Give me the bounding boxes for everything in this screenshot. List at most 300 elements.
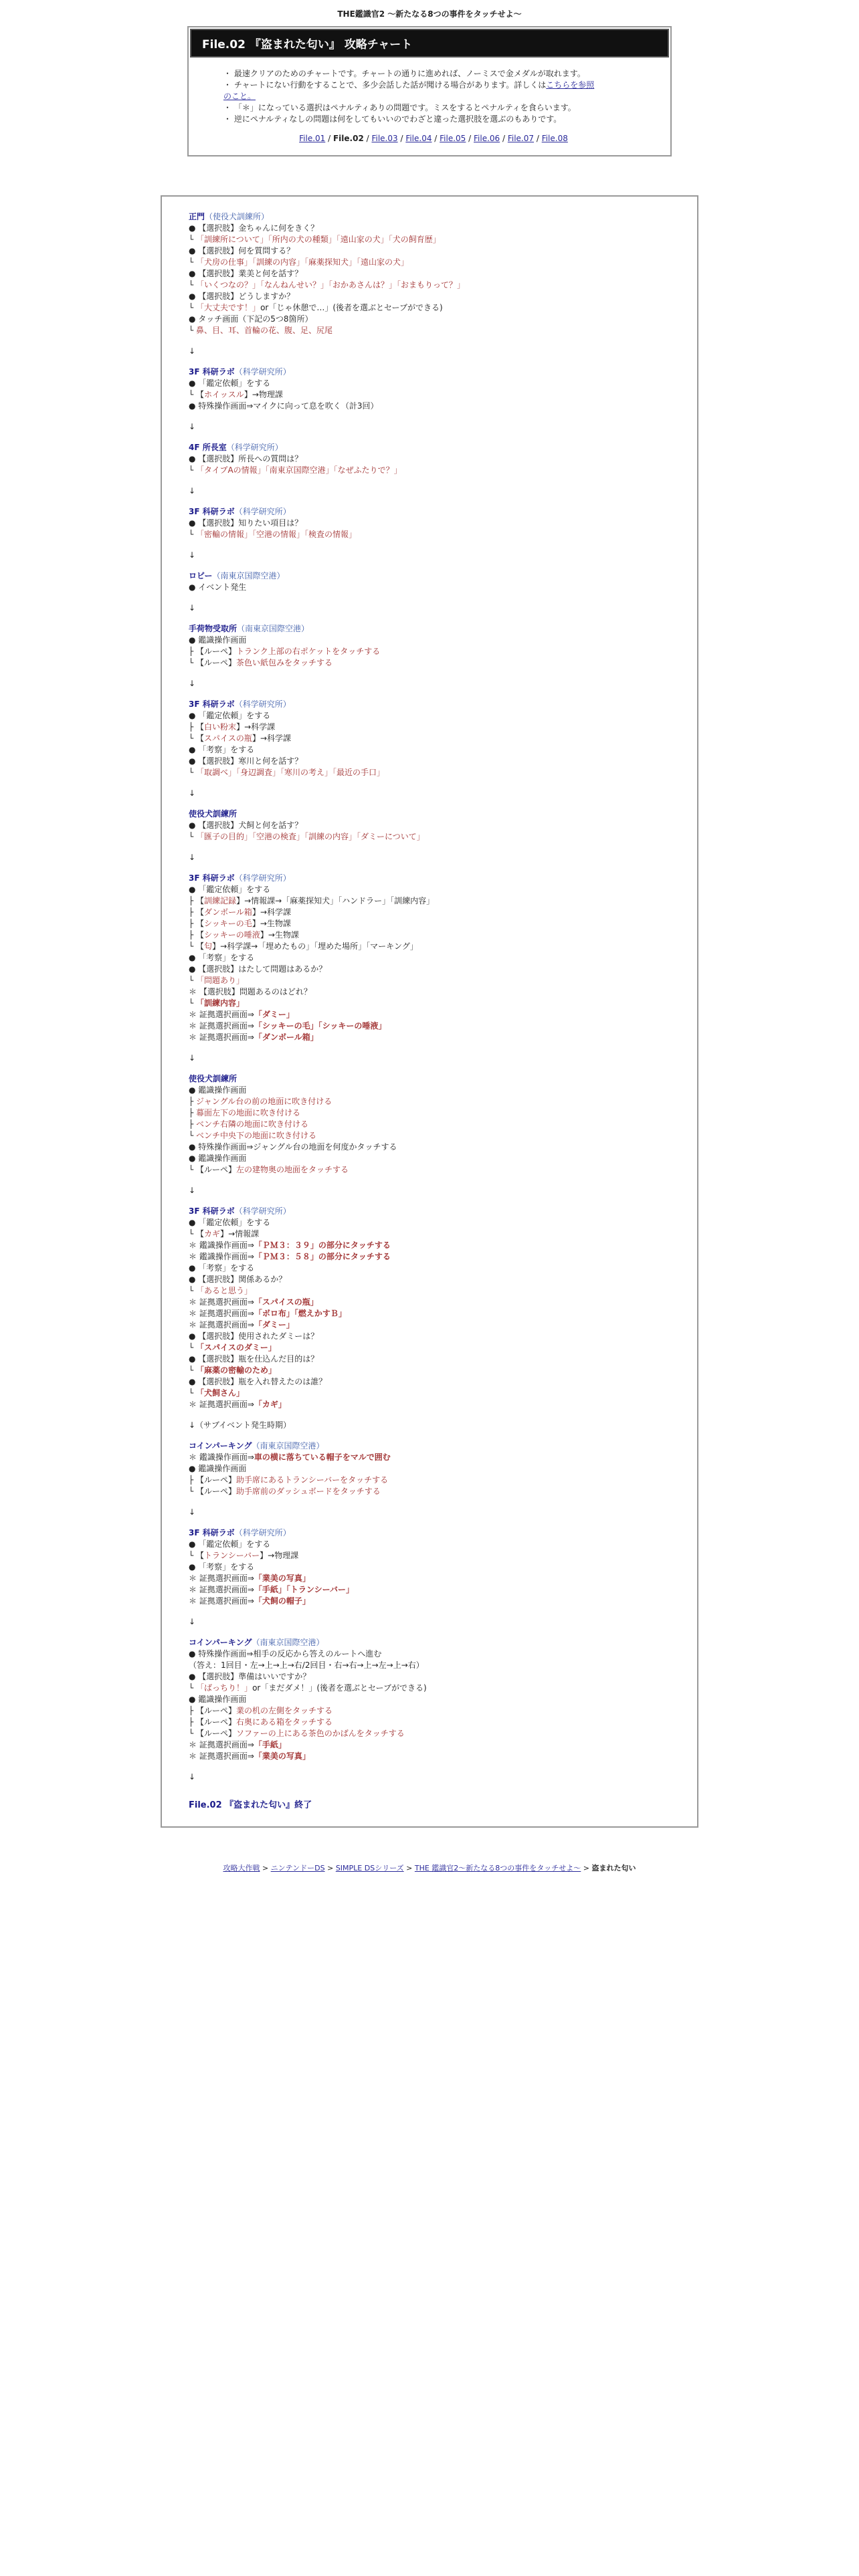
step-choice: 鼻、目、耳、首輪の花、腹、足、尻尾 [196, 326, 333, 335]
location-heading [189, 699, 670, 710]
step-choice: 「カギ」 [254, 1400, 286, 1409]
step-text: ● 【選択肢】関係あるか？ [189, 1275, 287, 1284]
step-choice: 「タイプAの情報」「南東京国際空港」「なぜふたりで？」 [196, 465, 402, 475]
chart-step [189, 1142, 670, 1153]
step-text: └ 【 [189, 734, 205, 743]
step-choice: 助手席にあるトランシーバーをタッチする [236, 1475, 389, 1485]
chart-step [189, 1562, 670, 1573]
step-choice: ソファーの上にある茶色のかばんをタッチする [236, 1729, 405, 1738]
chart-step [189, 1228, 670, 1240]
step-text: ● 鑑識操作画面 [189, 1085, 247, 1095]
file-title: File.02 『盗まれた匂い』 攻略チャート [190, 29, 669, 58]
step-text: 】→物理課 [260, 1551, 299, 1560]
step-text: ＊ 証拠選択画面⇒ [189, 1585, 254, 1594]
chart-section [189, 623, 670, 689]
note-3: ・ 「＊」になっている選択はペナルティありの問題です。ミスをするとペナルティを食らいます。 [223, 103, 576, 112]
step-choice: トランク上部の右ポケットをタッチする [236, 647, 381, 656]
step-text: ＊ 証拠選択画面⇒ [189, 1297, 254, 1307]
step-text: └ 【 [189, 1551, 205, 1560]
chart-step [189, 986, 670, 998]
chart-step [189, 1486, 670, 1497]
location-heading [189, 1440, 670, 1452]
location-area: （科学研究所） [234, 700, 291, 709]
chart-step [189, 831, 670, 843]
file-link-1[interactable]: File.01 [299, 134, 326, 143]
location-name: 手荷物受取所 [189, 624, 237, 633]
step-choice: 「訓練所について」「所内の犬の種類」「遠山家の犬」「犬の飼育歴」 [196, 235, 441, 244]
breadcrumb-item[interactable]: THE 鑑識官2〜新たなる8つの事件をタッチせよ〜 [414, 1864, 581, 1872]
step-text: 】→情報課→「麻薬探知犬」「ハンドラー」「訓練内容」 [236, 896, 435, 905]
chart-step [189, 325, 670, 336]
location-heading [189, 1527, 670, 1539]
step-text: ├ 【 [189, 919, 205, 928]
reference-link-cont[interactable]: のこと。 [223, 92, 256, 101]
step-text: ├ 【ルーペ】 [189, 1475, 237, 1485]
step-text: └ [189, 257, 197, 267]
breadcrumb-item[interactable]: 攻略大作戦 [223, 1864, 260, 1872]
chart-step [189, 234, 670, 245]
chart-step [189, 918, 670, 930]
step-choice: 「ダミー」 [254, 1320, 294, 1329]
flow-arrow: ↓ [189, 788, 196, 798]
step-text: ├ [189, 1108, 197, 1117]
location-heading [189, 809, 670, 820]
breadcrumb-sep: > [403, 1864, 415, 1872]
chart-step [189, 1550, 670, 1562]
chart-step [189, 1130, 670, 1142]
step-text: ● 鑑識操作画面 [189, 1464, 247, 1473]
file-link-6[interactable]: File.06 [474, 134, 500, 143]
chart-step [189, 1263, 670, 1274]
step-text: ├ [189, 1097, 197, 1106]
chart-step [189, 1297, 670, 1308]
step-choice: 「ばっちり！」 [196, 1683, 253, 1693]
chart-step [189, 1021, 670, 1032]
step-text: ＊ 証拠選択画面⇒ [189, 1400, 254, 1409]
step-text: ● 「鑑定依頼」をする [189, 1539, 271, 1549]
flow-arrow: ↓ [189, 1772, 196, 1782]
file-nav-sep: / [466, 134, 474, 143]
step-text: or「まだダメ！」(後者を選ぶとセーブができる) [252, 1683, 427, 1693]
step-text: └ [189, 235, 197, 244]
chart-step [189, 710, 670, 722]
step-text: ＊ 鑑識操作画面⇒ [189, 1241, 254, 1250]
step-text: └ [189, 530, 197, 539]
chart-step [189, 1085, 670, 1096]
location-name: 3F 科研ラボ [189, 700, 235, 709]
step-text: 】→物理課 [244, 390, 283, 399]
step-choice: 茶色い紙包みをタッチする [236, 658, 333, 667]
note-2b [223, 91, 644, 102]
chart-step [189, 1683, 670, 1694]
step-choice: 「犬飼の帽子」 [254, 1596, 310, 1606]
chart-section [189, 699, 670, 799]
chart-step [189, 1463, 670, 1475]
step-text: or「じゃ休憩で…」(後者を選ぶとセーブができる) [260, 303, 443, 312]
file-link-3[interactable]: File.03 [371, 134, 398, 143]
chart-step [189, 767, 670, 778]
step-text: ＊ 証拠選択画面⇒ [189, 1309, 254, 1318]
step-choice: ダンボール箱 [204, 907, 252, 917]
step-text: ● イベント発生 [189, 582, 247, 592]
chart-step [189, 998, 670, 1009]
step-text: └ [189, 998, 197, 1008]
breadcrumb-item: 盗まれた匂い [591, 1864, 636, 1872]
step-text: └ 【ルーペ】 [189, 1729, 237, 1738]
location-heading [189, 1637, 670, 1648]
step-choice: 右奥にある箱をタッチする [236, 1717, 333, 1727]
intro-notes [189, 59, 670, 155]
chart-step [189, 1717, 670, 1728]
step-text: 】→科学課→「埋めたもの」「埋めた場所」「マーキング」 [212, 942, 418, 951]
step-choice: 業の机の左側をタッチする [236, 1706, 333, 1715]
step-choice: カギ [204, 1229, 221, 1239]
step-choice: 車の横に落ちている帽子をマルで囲む [254, 1453, 391, 1462]
chart-step [189, 1354, 670, 1365]
step-text: ● 【選択肢】どうしますか？ [189, 292, 295, 301]
location-name: 3F 科研ラボ [189, 1206, 235, 1216]
step-choice: 「密輸の情報」「空港の情報」「検査の情報」 [196, 530, 357, 539]
step-text: ● 【選択肢】瓶を入れ替えたのは誰？ [189, 1377, 327, 1386]
chart-step [189, 820, 670, 831]
step-text: 】→科学課 [252, 734, 291, 743]
reference-link[interactable]: こちらを参照 [546, 80, 595, 90]
chart-section [189, 1637, 670, 1783]
chart-section [189, 1206, 670, 1431]
location-name: 3F 科研ラボ [189, 873, 235, 883]
chart-step [189, 975, 670, 986]
step-choice: ベンチ右隣の地面に吹き付ける [196, 1119, 309, 1129]
chart-step [189, 314, 670, 325]
step-text: ● 「考察」をする [189, 953, 255, 962]
chart-step [189, 223, 670, 234]
step-text: └ [189, 465, 197, 475]
step-text: ● 【選択肢】準備はいいですか？ [189, 1672, 311, 1681]
step-text: └ [189, 1343, 197, 1352]
chart-step [189, 1399, 670, 1410]
location-name: 3F 科研ラボ [189, 1528, 235, 1537]
step-choice: 「手紙」「トランシーバー」 [254, 1585, 354, 1594]
step-text: ├ [189, 1119, 197, 1129]
location-area: （南東京国際空港） [237, 624, 310, 633]
chart-step [189, 268, 670, 280]
chart-step [189, 1705, 670, 1717]
step-choice: シッキーの毛 [204, 919, 252, 928]
step-text: 】→科学課 [252, 907, 291, 917]
step-choice: 「いくつなの？」「なんねんせい？」「おかあさんは？」「おまもりって？」 [196, 280, 466, 290]
step-text: ● 鑑識操作画面 [189, 1154, 247, 1163]
chart-step [189, 657, 670, 669]
location-area: （科学研究所） [234, 507, 291, 516]
chart-step [189, 1217, 670, 1228]
step-choice: 「ボロ布」「燃えかすＢ」 [254, 1309, 347, 1318]
step-choice: 「ＰＭ３：５８」の部分にタッチする [254, 1252, 391, 1261]
step-text: ● 特殊操作画面⇒マイクに向って息を吹く（計3回） [189, 401, 379, 411]
step-text: ＊ 証拠選択画面⇒ [189, 1751, 254, 1761]
step-text: └ [189, 1366, 197, 1375]
step-choice: 「ＰＭ３：３９」の部分にタッチする [254, 1241, 391, 1250]
chart-section [189, 809, 670, 863]
flow-arrow: ↓ [189, 486, 196, 496]
step-choice: 左の建物奥の地面をタッチする [236, 1165, 349, 1174]
step-choice: ベンチ中央下の地面に吹き付ける [196, 1131, 317, 1140]
step-text: ● 【選択肢】瓶を仕込んだ目的は？ [189, 1354, 319, 1364]
step-text: ＊ 証拠選択画面⇒ [189, 1010, 254, 1019]
chart-step [189, 529, 670, 540]
chart-step [189, 453, 670, 465]
flow-arrow: ↓ [189, 853, 196, 862]
step-text: └ [189, 768, 197, 777]
step-text: ＊ 証拠選択画面⇒ [189, 1320, 254, 1329]
location-area: （南東京国際空港） [252, 1441, 324, 1451]
step-text: └ [189, 1683, 197, 1693]
location-name: 正門 [189, 212, 205, 221]
file-nav-sep: / [397, 134, 406, 143]
note-2 [223, 80, 644, 91]
step-choice: 「問題あり」 [196, 976, 245, 985]
flow-arrow: ↓ [189, 422, 196, 431]
chart-step [189, 245, 670, 257]
location-area: （南東京国際空港） [212, 571, 285, 580]
step-text: ● 「考察」をする [189, 1562, 255, 1572]
file-link-7[interactable]: File.07 [507, 134, 535, 143]
step-text: └ [189, 976, 197, 985]
chart-step [189, 646, 670, 657]
chart-section [189, 366, 670, 433]
chart-step [189, 744, 670, 756]
chart-step [189, 257, 670, 268]
step-text: ● 「鑑定依頼」をする [189, 711, 271, 720]
chart-step [189, 518, 670, 529]
chapter-end: File.02 『盗まれた匂い』終了 [189, 1800, 312, 1810]
file-link-4[interactable]: File.04 [405, 134, 432, 143]
chart-step [189, 1694, 670, 1705]
chart-step [189, 1285, 670, 1297]
chart-section [189, 211, 670, 357]
step-choice: 「ダンボール箱」 [254, 1033, 318, 1042]
chart-step [189, 1739, 670, 1751]
flow-arrow: ↓ [189, 1617, 196, 1626]
chart-step [189, 941, 670, 952]
file-nav-sep: / [325, 134, 333, 143]
chart-step [189, 930, 670, 941]
location-area: （科学研究所） [226, 443, 283, 452]
chart-step [189, 1660, 670, 1671]
breadcrumb-item[interactable]: SIMPLE DSシリーズ [335, 1864, 404, 1872]
file-nav [223, 133, 644, 144]
flow-arrow: ↓ [189, 1186, 196, 1195]
flow-arrow: ↓ [189, 603, 196, 613]
step-text: └ 【ルーペ】 [189, 1165, 237, 1174]
step-text: └ [189, 326, 197, 335]
location-heading [189, 873, 670, 884]
location-area: （科学研究所） [234, 1206, 291, 1216]
step-text: ＊ 鑑識操作画面⇒ [189, 1252, 254, 1261]
location-heading [189, 211, 670, 223]
location-heading [189, 366, 670, 378]
step-choice: 「スパイスの瓶」 [254, 1297, 318, 1307]
note-4: ・ 逆にペナルティなしの問題は何をしてもいいのでわざと違った選択肢を選ぶのもありです。 [223, 114, 562, 124]
chart-step [189, 280, 670, 291]
chart-section [189, 1440, 670, 1518]
step-text: 】→科学課 [236, 722, 276, 732]
step-text: ● 鑑識操作画面 [189, 1695, 247, 1704]
chart-step [189, 378, 670, 389]
chart-step [189, 1308, 670, 1319]
step-text: ● 【選択肢】金ちゃんに何をきく？ [189, 223, 319, 233]
step-choice: 「麻薬の密輸のため」 [196, 1366, 277, 1375]
step-text: 】→情報課 [220, 1229, 260, 1239]
step-text: └ 【 [189, 942, 205, 951]
chart-step [189, 964, 670, 975]
location-name: 3F 科研ラボ [189, 367, 235, 377]
chart-step [189, 1164, 670, 1176]
file-nav-sep: / [363, 134, 372, 143]
breadcrumb-item[interactable]: ニンテンドーDS [270, 1864, 325, 1872]
chart-step [189, 401, 670, 412]
chart-step [189, 1251, 670, 1263]
file-link-2: File.02 [332, 134, 364, 143]
step-text: └ 【 [189, 1229, 205, 1239]
step-text: ＊ 証拠選択画面⇒ [189, 1574, 254, 1583]
step-choice: 「スパイスのダミー」 [196, 1343, 276, 1352]
flow-arrow: ↓ [189, 1053, 196, 1063]
step-text: ├ 【 [189, 896, 205, 905]
step-choice: ホイッスル [204, 390, 244, 399]
location-name: 使役犬訓練所 [189, 1074, 237, 1083]
step-choice: 「犬房の仕事」「訓練の内容」「麻薬探知犬」「遠山家の犬」 [196, 257, 409, 267]
chart-section [189, 442, 670, 497]
step-text: └ [189, 1388, 197, 1398]
file-link-8[interactable]: File.08 [541, 134, 568, 143]
location-name: コインパーキング [189, 1441, 252, 1451]
step-choice: 白い粉末 [204, 722, 237, 732]
step-text: ＊ 証拠選択画面⇒ [189, 1596, 254, 1606]
location-heading [189, 570, 670, 582]
step-text: └ [189, 832, 197, 841]
chart-step [189, 907, 670, 918]
chart-step [189, 1331, 670, 1342]
step-choice: スパイスの瓶 [204, 734, 252, 743]
location-name: コインパーキング [189, 1638, 252, 1647]
step-text: ├ 【 [189, 907, 205, 917]
breadcrumb-sep: > [324, 1864, 336, 1872]
chart-step [189, 1751, 670, 1762]
chart-section [189, 873, 670, 1064]
chart-step [189, 635, 670, 646]
chart-step [189, 895, 670, 907]
location-heading [189, 623, 670, 635]
chart-step [189, 884, 670, 895]
location-area: （科学研究所） [234, 367, 291, 377]
step-choice: 助手席前のダッシュボードをタッチする [236, 1487, 381, 1496]
chart-step [189, 1584, 670, 1596]
location-name: ロビー [189, 571, 213, 580]
note-1: ・ 最速クリアのためのチャートです。チャートの通りに進めれば、ノーミスで金メダルが取れます。 [223, 69, 585, 78]
step-choice: 「訓練内容」 [196, 998, 245, 1008]
chart-section [189, 506, 670, 561]
step-choice: シッキーの唾液 [204, 930, 260, 940]
step-text: ● 特殊操作画面⇒ジャングル台の地面を何度かタッチする [189, 1142, 397, 1152]
breadcrumb-sep: > [260, 1864, 271, 1872]
chart-step [189, 1342, 670, 1354]
file-link-5[interactable]: File.05 [440, 134, 466, 143]
step-choice: 「シッキーの毛」「シッキーの唾液」 [254, 1021, 387, 1031]
location-area: （科学研究所） [234, 1528, 291, 1537]
step-text: ● 【選択肢】はたして問題はあるか？ [189, 964, 327, 974]
step-text: ● 【選択肢】所長への質問は？ [189, 454, 303, 463]
chart-section [189, 1073, 670, 1196]
chart-box [161, 195, 698, 1828]
step-text: ├ 【 [189, 722, 205, 732]
step-choice: 「業美の写真」 [254, 1574, 310, 1583]
chart-step [189, 1596, 670, 1607]
location-heading [189, 1206, 670, 1217]
chart-step [189, 1032, 670, 1043]
step-choice: 「業美の写真」 [254, 1751, 310, 1761]
chart-step [189, 722, 670, 733]
step-text: ● 特殊操作画面⇒相手の反応から答えのルートへ進む [189, 1649, 382, 1658]
chart-step [189, 465, 670, 476]
breadcrumb [0, 1862, 859, 1873]
step-text: ● 「鑑定依頼」をする [189, 1218, 271, 1227]
step-text: ＊ 証拠選択画面⇒ [189, 1021, 254, 1031]
step-text: └ [189, 1131, 197, 1140]
chart-section [189, 1527, 670, 1628]
chart-step [189, 1153, 670, 1164]
step-choice: 「大丈夫です！」 [196, 303, 261, 312]
file-nav-sep: / [432, 134, 440, 143]
step-text: ● 「考察」をする [189, 1263, 255, 1273]
step-text: ＊ 証拠選択画面⇒ [189, 1033, 254, 1042]
step-text: ● 【選択肢】業美と何を話す？ [189, 269, 303, 278]
location-area: （南東京国際空港） [252, 1638, 324, 1647]
chart-step [189, 1388, 670, 1399]
step-text: ● 「考察」をする [189, 745, 255, 754]
location-area: （科学研究所） [234, 873, 291, 883]
step-choice: 「あると思う」 [196, 1286, 253, 1295]
chart-step [189, 1319, 670, 1331]
step-text: ● 【選択肢】寒川と何を話す？ [189, 756, 303, 766]
step-text: ＊ 【選択肢】問題あるのはどれ？ [189, 987, 312, 996]
chart-step [189, 582, 670, 593]
chart-step [189, 1096, 670, 1107]
location-area: （使役犬訓練所） [205, 212, 270, 221]
file-nav-sep: / [500, 134, 508, 143]
step-text: └ [189, 303, 197, 312]
step-text: ├ 【ルーペ】 [189, 1717, 237, 1727]
step-text: ● 【選択肢】何を質問する？ [189, 246, 295, 255]
location-heading [189, 442, 670, 453]
step-choice: トランシーバー [204, 1551, 260, 1560]
chart-step [189, 756, 670, 767]
chart-step [189, 1452, 670, 1463]
step-text: ● 「鑑定依頼」をする [189, 379, 271, 388]
flow-arrow: ↓ [189, 346, 196, 356]
step-text: ＊ 証拠選択画面⇒ [189, 1740, 254, 1749]
flow-arrow: ↓（サブイベント発生時期） [189, 1420, 291, 1430]
header-box [187, 26, 672, 156]
chart-step [189, 1648, 670, 1660]
step-text: └ 【ルーペ】 [189, 658, 237, 667]
chart-step [189, 389, 670, 401]
step-text: ● 【選択肢】知りたい項目は？ [189, 518, 303, 528]
chart-step [189, 1009, 670, 1021]
step-text: └ [189, 1286, 197, 1295]
location-heading [189, 506, 670, 518]
flow-arrow: ↓ [189, 1507, 196, 1517]
step-text: ├ 【ルーペ】 [189, 1706, 237, 1715]
